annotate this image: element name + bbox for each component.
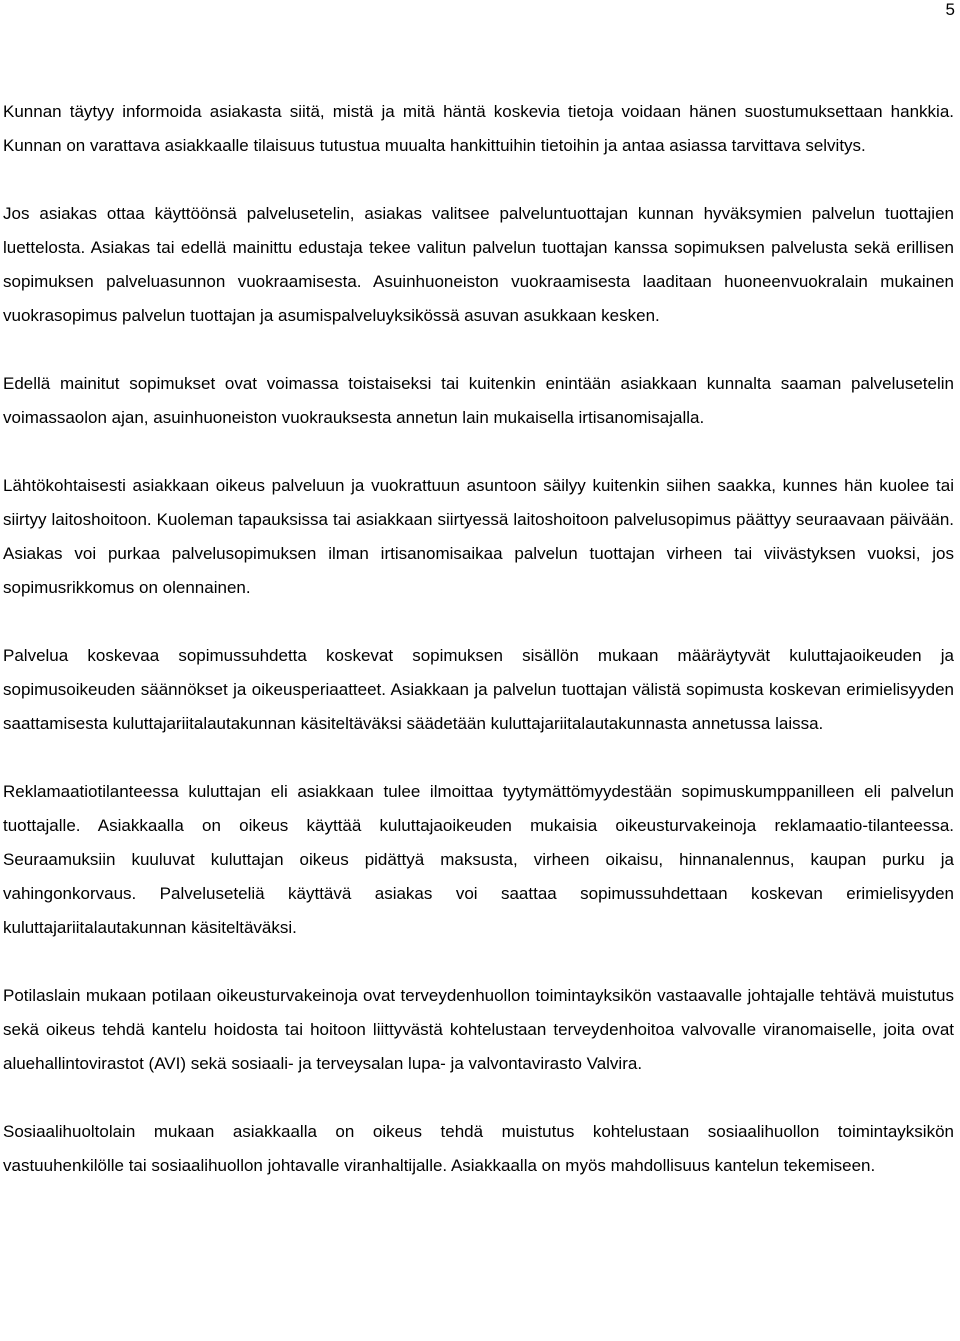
paragraph: Potilaslain mukaan potilaan oikeusturvakeinoja ovat terveydenhuollon toimintayksikön vastaavalle johtajalle tehtävä muistutus sekä oikeus tehdä kantelu hoidosta tai hoitoon liittyvästä kohtelustaan terveydenhoitoa valvovalle viranomaiselle, joita ovat aluehallintovirastot (AVI) sekä sosiaali- ja terveysalan lupa- ja valvontavirasto Valvira.: [3, 986, 954, 1073]
paragraph: Reklamaatiotilanteessa kuluttajan eli asiakkaan tulee ilmoittaa tyytymättömyydestään sopimuskumppanilleen eli palvelun tuottajalle. Asiakkaalla on oikeus käyttää kuluttajaoikeuden mukaisia oikeusturvakeinoja reklamaatio-tilanteessa. Seuraamuksiin kuuluvat kuluttajan oikeus pidättyä maksusta, virheen oikaisu, hinnanalennus, kaupan purku ja vahingonkorvaus. Palveluseteliä käyttävä asiakas voi saattaa sopimussuhdettaan koskevan erimielisyyden kuluttajariitalautakunnan käsiteltäväksi.: [3, 782, 954, 937]
document-body: [3, 95, 954, 1183]
page-number: 5: [945, 0, 955, 19]
paragraph: Sosiaalihuoltolain mukaan asiakkaalla on oikeus tehdä muistutus kohtelustaan sosiaalihuollon toimintayksikön vastuuhenkilölle tai sosiaalihuollon johtavalle viranhaltijalle. Asiakkaalla on myös mahdollisuus kantelun tekemiseen.: [3, 1122, 954, 1175]
paragraph: Jos asiakas ottaa käyttöönsä palvelusetelin, asiakas valitsee palveluntuottajan kunnan hyväksymien palvelun tuottajien luettelosta. Asiakas tai edellä mainittu edustaja tekee valitun palvelun tuottajan kanssa sopimuksen palvelusta sekä erillisen sopimuksen palveluasunnon vuokraamisesta. Asuinhuoneiston vuokraamisesta laaditaan huoneenvuokralain mukainen vuokrasopimus palvelun tuottajan ja asumispalveluyksikössä asuvan asukkaan kesken.: [3, 204, 954, 325]
paragraph: Palvelua koskevaa sopimussuhdetta koskevat sopimuksen sisällön mukaan määräytyvät kuluttajaoikeuden ja sopimusoikeuden säännökset ja oikeusperiaatteet. Asiakkaan ja palvelun tuottajan välistä sopimusta koskevan erimielisyyden saattamisesta kuluttajariitalautakunnan käsiteltäväksi säädetään kuluttajariitalautakunnasta annetussa laissa.: [3, 646, 954, 733]
paragraph: Lähtökohtaisesti asiakkaan oikeus palveluun ja vuokrattuun asuntoon säilyy kuitenkin siihen saakka, kunnes hän kuolee tai siirtyy laitoshoitoon. Kuoleman tapauksissa tai asiakkaan siirtyessä laitoshoitoon palvelusopimus päättyy seuraavaan päivään. Asiakas voi purkaa palvelusopimuksen ilman irtisanomisaikaa palvelun tuottajan virheen tai viivästyksen vuoksi, jos sopimusrikkomus on olennainen.: [3, 476, 954, 597]
paragraph: Edellä mainitut sopimukset ovat voimassa toistaiseksi tai kuitenkin enintään asiakkaan kunnalta saaman palvelusetelin voimassaolon ajan, asuinhuoneiston vuokrauksesta annetun lain mukaisella irtisanomisajalla.: [3, 374, 954, 427]
paragraph: Kunnan täytyy informoida asiakasta siitä, mistä ja mitä häntä koskevia tietoja voidaan hänen suostumuksettaan hankkia. Kunnan on varattava asiakkaalle tilaisuus tutustua muualta hankittuihin tietoihin ja antaa asiassa tarvittava selvitys.: [3, 102, 954, 155]
